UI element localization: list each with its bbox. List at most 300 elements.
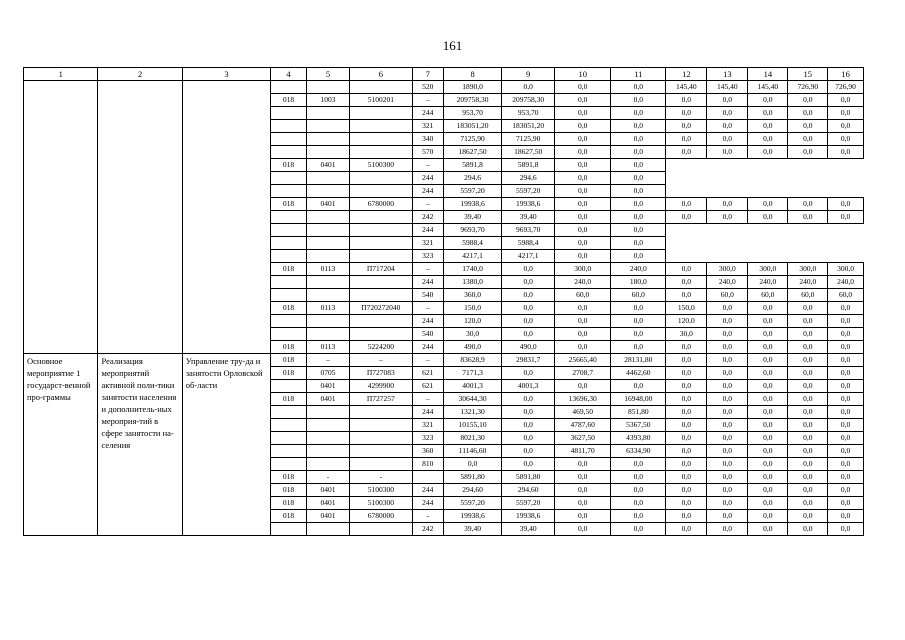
cell: 0,0 bbox=[666, 419, 707, 432]
cell bbox=[306, 445, 349, 458]
cell: 0,0 bbox=[555, 380, 611, 393]
cell bbox=[306, 419, 349, 432]
cell: 018 bbox=[271, 94, 307, 107]
cell: 0,0 bbox=[707, 419, 748, 432]
blank-cell bbox=[748, 159, 788, 172]
cell: 0,0 bbox=[828, 471, 864, 484]
cell: 0,0 bbox=[555, 237, 611, 250]
cell: 018 bbox=[271, 497, 307, 510]
cell: 0,0 bbox=[611, 81, 666, 94]
cell: 0,0 bbox=[611, 172, 666, 185]
cell: 16948,00 bbox=[611, 393, 666, 406]
cell: 0,0 bbox=[611, 315, 666, 328]
cell: 0,0 bbox=[611, 458, 666, 471]
cell: 0,0 bbox=[707, 380, 748, 393]
cell bbox=[271, 237, 307, 250]
cell: 18627,50 bbox=[443, 146, 501, 159]
cell bbox=[271, 445, 307, 458]
cell: 0,0 bbox=[555, 211, 611, 224]
cell: 0,0 bbox=[707, 198, 748, 211]
cell: 0,0 bbox=[788, 432, 828, 445]
cell: 8021,30 bbox=[443, 432, 501, 445]
cell: 7125,90 bbox=[443, 133, 501, 146]
cell: 2708,7 bbox=[555, 367, 611, 380]
cell: 018 bbox=[271, 510, 307, 523]
cell: 0,0 bbox=[707, 393, 748, 406]
cell: 0,0 bbox=[788, 107, 828, 120]
cell: 360,0 bbox=[443, 289, 501, 302]
cell bbox=[350, 458, 413, 471]
cell: 0,0 bbox=[611, 484, 666, 497]
column-header: 1 bbox=[24, 68, 98, 81]
cell: 0,0 bbox=[707, 120, 748, 133]
cell: 19938,6 bbox=[443, 198, 501, 211]
cell: – bbox=[412, 354, 443, 367]
column-header: 12 bbox=[666, 68, 707, 81]
cell: 0,0 bbox=[611, 107, 666, 120]
cell: 5988,4 bbox=[502, 237, 555, 250]
cell: 851,80 bbox=[611, 406, 666, 419]
cell: 294,6 bbox=[443, 172, 501, 185]
cell: 0401 bbox=[306, 159, 349, 172]
cell: П727083 bbox=[350, 367, 413, 380]
cell bbox=[350, 133, 413, 146]
cell: 0,0 bbox=[611, 328, 666, 341]
blank-cell bbox=[788, 224, 828, 237]
cell: 469,50 bbox=[555, 406, 611, 419]
cell: 0,0 bbox=[828, 120, 864, 133]
cell: 300,0 bbox=[788, 263, 828, 276]
cell: 4001,3 bbox=[502, 380, 555, 393]
cell: – bbox=[306, 354, 349, 367]
cell: 018 bbox=[271, 198, 307, 211]
page-number: 161 bbox=[442, 38, 463, 53]
cell bbox=[350, 81, 413, 94]
cell: 120,0 bbox=[443, 315, 501, 328]
cell: 60,0 bbox=[611, 289, 666, 302]
cell: 1380,0 bbox=[443, 276, 501, 289]
cell bbox=[271, 523, 307, 536]
blank-cell bbox=[666, 250, 707, 263]
cell: 0,0 bbox=[611, 185, 666, 198]
cell: 0,0 bbox=[555, 523, 611, 536]
cell bbox=[350, 406, 413, 419]
cell: 0,0 bbox=[502, 393, 555, 406]
cell: 0,0 bbox=[748, 146, 788, 159]
cell: 5988,4 bbox=[443, 237, 501, 250]
cell: 0,0 bbox=[666, 211, 707, 224]
cell: 0,0 bbox=[666, 471, 707, 484]
cell bbox=[350, 432, 413, 445]
column-header: 2 bbox=[98, 68, 182, 81]
cell: 0,0 bbox=[666, 445, 707, 458]
cell: 0,0 bbox=[611, 146, 666, 159]
cell: 5597,20 bbox=[443, 497, 501, 510]
cell: 30,0 bbox=[666, 328, 707, 341]
blank-cell bbox=[828, 224, 864, 237]
cell: 5891,8 bbox=[502, 159, 555, 172]
cell: 240,0 bbox=[555, 276, 611, 289]
cell: 0,0 bbox=[611, 120, 666, 133]
cell: 29831,7 bbox=[502, 354, 555, 367]
cell: 180,0 bbox=[611, 276, 666, 289]
cell: 0,0 bbox=[748, 198, 788, 211]
cell: 0,0 bbox=[748, 419, 788, 432]
cell: 0,0 bbox=[707, 211, 748, 224]
cell: 360 bbox=[412, 445, 443, 458]
cell: – bbox=[412, 302, 443, 315]
cell: 5224200 bbox=[350, 341, 413, 354]
cell: 30644,30 bbox=[443, 393, 501, 406]
cell: 0,0 bbox=[555, 120, 611, 133]
cell bbox=[306, 211, 349, 224]
cell: 39,40 bbox=[443, 211, 501, 224]
cell: 145,40 bbox=[748, 81, 788, 94]
cell: 0401 bbox=[306, 393, 349, 406]
blank-cell bbox=[828, 237, 864, 250]
cell: 0,0 bbox=[748, 315, 788, 328]
cell: 0,0 bbox=[788, 354, 828, 367]
cell: 0,0 bbox=[828, 406, 864, 419]
cell: 145,40 bbox=[707, 81, 748, 94]
cell: 0,0 bbox=[611, 510, 666, 523]
cell: 19938,6 bbox=[502, 510, 555, 523]
cell: 0,0 bbox=[502, 302, 555, 315]
blank-cell bbox=[788, 237, 828, 250]
cell: 4393,80 bbox=[611, 432, 666, 445]
cell: 5100300 bbox=[350, 484, 413, 497]
cell: 0,0 bbox=[828, 133, 864, 146]
cell: 19938,6 bbox=[502, 198, 555, 211]
cell: 0,0 bbox=[748, 133, 788, 146]
cell: 0,0 bbox=[748, 393, 788, 406]
cell: 0,0 bbox=[555, 497, 611, 510]
cell bbox=[350, 120, 413, 133]
blank-cell bbox=[666, 172, 707, 185]
column-header: 16 bbox=[828, 68, 864, 81]
cell: 0,0 bbox=[555, 250, 611, 263]
cell bbox=[271, 380, 307, 393]
cell: 0,0 bbox=[502, 263, 555, 276]
cell: 0,0 bbox=[707, 107, 748, 120]
cell: 0,0 bbox=[666, 289, 707, 302]
cell: 0,0 bbox=[748, 120, 788, 133]
cell: 0401 bbox=[306, 380, 349, 393]
cell bbox=[350, 419, 413, 432]
column-header: 8 bbox=[443, 68, 501, 81]
cell: 0,0 bbox=[828, 380, 864, 393]
cell: 4787,60 bbox=[555, 419, 611, 432]
blank-cell bbox=[748, 172, 788, 185]
cell: 0,0 bbox=[666, 380, 707, 393]
cell: 810 bbox=[412, 458, 443, 471]
cell: 5597,20 bbox=[443, 185, 501, 198]
cell: 300,0 bbox=[748, 263, 788, 276]
cell: 1890,0 bbox=[443, 81, 501, 94]
cell: 0,0 bbox=[788, 315, 828, 328]
cell: 0,0 bbox=[828, 354, 864, 367]
cell: 0,0 bbox=[748, 211, 788, 224]
cell: 0,0 bbox=[707, 133, 748, 146]
cell: П717204 bbox=[350, 263, 413, 276]
cell bbox=[350, 146, 413, 159]
cell: 0,0 bbox=[502, 81, 555, 94]
cell: 300,0 bbox=[555, 263, 611, 276]
cell: 0,0 bbox=[788, 211, 828, 224]
cell: 60,0 bbox=[555, 289, 611, 302]
empty-group-cell bbox=[182, 81, 271, 354]
cell bbox=[306, 276, 349, 289]
cell: 490,0 bbox=[443, 341, 501, 354]
cell: 0,0 bbox=[828, 523, 864, 536]
blank-cell bbox=[707, 159, 748, 172]
cell: 340 bbox=[412, 133, 443, 146]
cell: 0,0 bbox=[666, 523, 707, 536]
cell: 60,0 bbox=[828, 289, 864, 302]
cell: П727257 bbox=[350, 393, 413, 406]
cell: 39,40 bbox=[502, 523, 555, 536]
cell: 240,0 bbox=[748, 276, 788, 289]
cell: 0,0 bbox=[666, 341, 707, 354]
cell: 25665,40 bbox=[555, 354, 611, 367]
cell: 0,0 bbox=[828, 198, 864, 211]
cell: 0,0 bbox=[502, 276, 555, 289]
cell: 0,0 bbox=[666, 393, 707, 406]
cell: 0,0 bbox=[748, 445, 788, 458]
cell: 39,40 bbox=[443, 523, 501, 536]
cell: 5891,80 bbox=[443, 471, 501, 484]
cell: 150,0 bbox=[666, 302, 707, 315]
cell: 5597,20 bbox=[502, 497, 555, 510]
cell bbox=[306, 406, 349, 419]
cell bbox=[271, 315, 307, 328]
cell bbox=[271, 458, 307, 471]
cell: 0,0 bbox=[707, 302, 748, 315]
cell: 0,0 bbox=[555, 146, 611, 159]
cell: 0113 bbox=[306, 263, 349, 276]
cell bbox=[271, 328, 307, 341]
cell bbox=[350, 289, 413, 302]
cell: 0113 bbox=[306, 341, 349, 354]
cell bbox=[306, 133, 349, 146]
cell: 0,0 bbox=[748, 302, 788, 315]
cell: 321 bbox=[412, 120, 443, 133]
cell bbox=[350, 237, 413, 250]
cell: 240,0 bbox=[611, 263, 666, 276]
cell: 0,0 bbox=[555, 159, 611, 172]
header-row bbox=[24, 68, 864, 81]
cell: 240,0 bbox=[828, 276, 864, 289]
description-col3: Управление тру-да и занятости Орловской об-ласти bbox=[182, 354, 271, 536]
cell: 0,0 bbox=[788, 198, 828, 211]
cell: 0,0 bbox=[611, 250, 666, 263]
blank-cell bbox=[788, 250, 828, 263]
cell: 018 bbox=[271, 263, 307, 276]
cell: 0,0 bbox=[555, 341, 611, 354]
cell: 0,0 bbox=[707, 315, 748, 328]
cell: 0,0 bbox=[666, 263, 707, 276]
cell: 19938,6 bbox=[443, 510, 501, 523]
cell: 0,0 bbox=[828, 211, 864, 224]
cell bbox=[350, 211, 413, 224]
cell: 11146,60 bbox=[443, 445, 501, 458]
cell: 60,0 bbox=[707, 289, 748, 302]
cell: 0,0 bbox=[502, 289, 555, 302]
cell: 4462,60 bbox=[611, 367, 666, 380]
blank-cell bbox=[828, 250, 864, 263]
cell: 0,0 bbox=[707, 445, 748, 458]
cell: 5891,80 bbox=[502, 471, 555, 484]
cell: 0,0 bbox=[748, 484, 788, 497]
cell: 0,0 bbox=[828, 94, 864, 107]
cell: 0,0 bbox=[666, 354, 707, 367]
cell: 244 bbox=[412, 172, 443, 185]
cell: 0,0 bbox=[555, 458, 611, 471]
blank-cell bbox=[748, 250, 788, 263]
cell bbox=[271, 107, 307, 120]
cell: 0,0 bbox=[748, 406, 788, 419]
cell: 0,0 bbox=[707, 497, 748, 510]
cell: 0,0 bbox=[788, 341, 828, 354]
cell: 0,0 bbox=[828, 458, 864, 471]
cell bbox=[271, 185, 307, 198]
cell bbox=[412, 471, 443, 484]
cell: 726,90 bbox=[828, 81, 864, 94]
column-header: 15 bbox=[788, 68, 828, 81]
cell: 018 bbox=[271, 302, 307, 315]
cell: 0,0 bbox=[555, 484, 611, 497]
cell: 0,0 bbox=[748, 354, 788, 367]
cell: – bbox=[412, 263, 443, 276]
blank-cell bbox=[748, 185, 788, 198]
budget-table bbox=[23, 67, 864, 536]
cell: 0,0 bbox=[828, 146, 864, 159]
cell: 6334,90 bbox=[611, 445, 666, 458]
cell bbox=[306, 120, 349, 133]
cell: 145,40 bbox=[666, 81, 707, 94]
cell: 28131,80 bbox=[611, 354, 666, 367]
cell: 0705 bbox=[306, 367, 349, 380]
cell bbox=[306, 328, 349, 341]
cell bbox=[271, 289, 307, 302]
cell: 0,0 bbox=[555, 107, 611, 120]
cell: 0,0 bbox=[788, 328, 828, 341]
cell: – bbox=[412, 94, 443, 107]
cell bbox=[350, 172, 413, 185]
cell bbox=[306, 81, 349, 94]
column-header: 9 bbox=[502, 68, 555, 81]
cell: 540 bbox=[412, 289, 443, 302]
cell: 0,0 bbox=[555, 172, 611, 185]
cell: 0,0 bbox=[502, 328, 555, 341]
cell: 0,0 bbox=[748, 107, 788, 120]
cell: 5100300 bbox=[350, 159, 413, 172]
cell: 321 bbox=[412, 237, 443, 250]
cell: 4001,3 bbox=[443, 380, 501, 393]
cell bbox=[271, 406, 307, 419]
cell: 018 bbox=[271, 159, 307, 172]
cell: 0,0 bbox=[555, 185, 611, 198]
cell: 240,0 bbox=[788, 276, 828, 289]
cell: 0,0 bbox=[828, 302, 864, 315]
cell: 294,60 bbox=[502, 484, 555, 497]
cell bbox=[350, 523, 413, 536]
blank-cell bbox=[828, 159, 864, 172]
cell: 0,0 bbox=[611, 94, 666, 107]
cell: 9693,70 bbox=[502, 224, 555, 237]
cell: 570 bbox=[412, 146, 443, 159]
cell: 018 bbox=[271, 354, 307, 367]
cell: 0,0 bbox=[666, 367, 707, 380]
cell: 0,0 bbox=[828, 484, 864, 497]
cell bbox=[306, 146, 349, 159]
cell: 0,0 bbox=[443, 458, 501, 471]
cell bbox=[271, 432, 307, 445]
cell: 0,0 bbox=[828, 510, 864, 523]
cell: 10155,10 bbox=[443, 419, 501, 432]
cell: 4217,1 bbox=[443, 250, 501, 263]
cell: 244 bbox=[412, 224, 443, 237]
cell: 323 bbox=[412, 432, 443, 445]
cell: 0,0 bbox=[788, 458, 828, 471]
cell: 0,0 bbox=[788, 406, 828, 419]
cell: 0,0 bbox=[666, 406, 707, 419]
cell: 6780000 bbox=[350, 510, 413, 523]
cell: 0,0 bbox=[611, 224, 666, 237]
cell: 183051,20 bbox=[443, 120, 501, 133]
cell: 0,0 bbox=[666, 94, 707, 107]
cell: 0,0 bbox=[788, 133, 828, 146]
cell: 0,0 bbox=[502, 367, 555, 380]
cell: 0,0 bbox=[828, 445, 864, 458]
cell: 0,0 bbox=[748, 523, 788, 536]
cell: 0,0 bbox=[748, 367, 788, 380]
cell: 244 bbox=[412, 341, 443, 354]
cell bbox=[271, 81, 307, 94]
blank-cell bbox=[666, 224, 707, 237]
cell: 0,0 bbox=[611, 497, 666, 510]
cell: 0,0 bbox=[828, 497, 864, 510]
cell: 726,90 bbox=[788, 81, 828, 94]
cell: 150,0 bbox=[443, 302, 501, 315]
cell: 4299900 bbox=[350, 380, 413, 393]
cell: 0,0 bbox=[707, 432, 748, 445]
cell: 13696,30 bbox=[555, 393, 611, 406]
cell bbox=[271, 250, 307, 263]
cell: 244 bbox=[412, 497, 443, 510]
cell: 018 bbox=[271, 341, 307, 354]
cell bbox=[306, 432, 349, 445]
cell: 0401 bbox=[306, 510, 349, 523]
cell bbox=[350, 185, 413, 198]
cell: 244 bbox=[412, 276, 443, 289]
cell bbox=[306, 172, 349, 185]
cell bbox=[350, 315, 413, 328]
cell: 0,0 bbox=[707, 523, 748, 536]
cell: 0,0 bbox=[828, 341, 864, 354]
cell: 0,0 bbox=[666, 432, 707, 445]
cell bbox=[306, 250, 349, 263]
cell: 0,0 bbox=[748, 510, 788, 523]
cell: 294,6 bbox=[502, 172, 555, 185]
blank-cell bbox=[748, 237, 788, 250]
cell: 0,0 bbox=[788, 523, 828, 536]
cell bbox=[306, 185, 349, 198]
cell bbox=[350, 276, 413, 289]
column-header: 14 bbox=[748, 68, 788, 81]
cell: 520 bbox=[412, 81, 443, 94]
cell: 0,0 bbox=[555, 224, 611, 237]
